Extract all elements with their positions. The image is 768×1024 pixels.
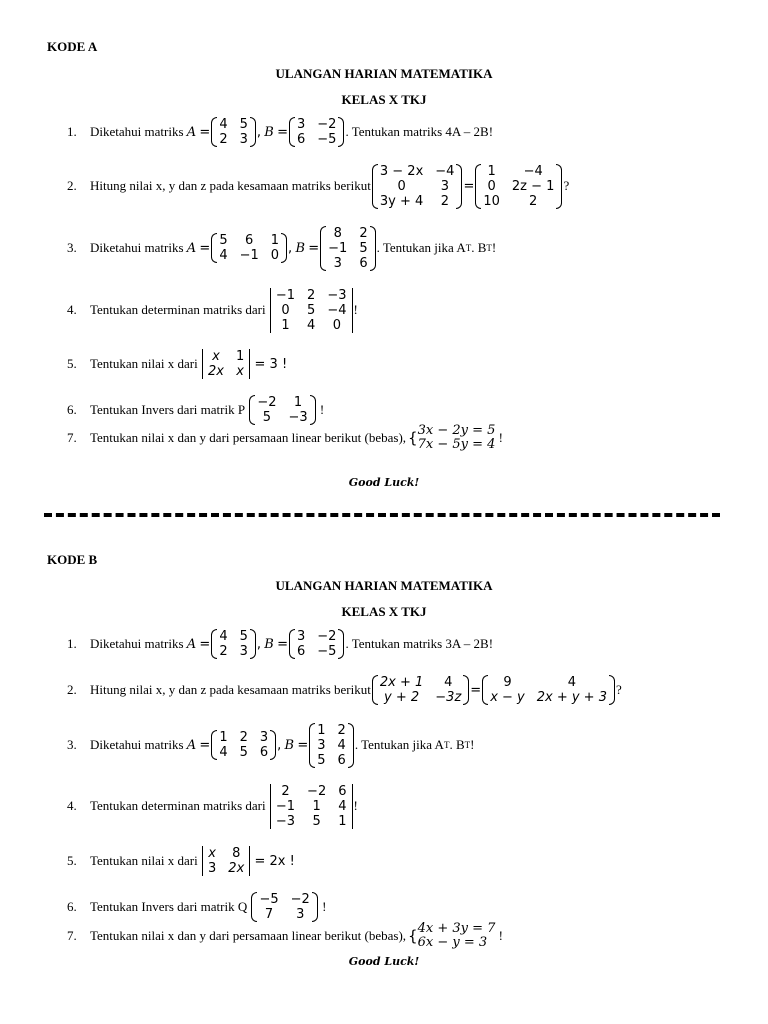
matrix-cell: 6: [259, 745, 269, 760]
matrix-cell: 2x + y + 3: [536, 690, 607, 705]
question-text: Tentukan nilai x dan y dari persamaan linear berikut (bebas),: [90, 928, 407, 943]
determinant-bar: [352, 784, 353, 829]
right-parenthesis: [250, 117, 256, 147]
matrix-cell: 4: [219, 248, 228, 263]
matrix-cell: 0: [281, 302, 290, 318]
matrix-cell: −5: [317, 644, 337, 659]
matrix-cell: −1: [328, 240, 348, 256]
question-4: [0, 280, 768, 340]
good-luck-text: Good Luck!: [348, 955, 420, 968]
matrix-cell: 5: [317, 752, 326, 768]
question-number: 1.: [67, 124, 77, 139]
question-text: . Tentukan jika A: [376, 240, 466, 255]
right-parenthesis: [250, 629, 256, 659]
matrix-cell: 5: [262, 410, 272, 425]
question-number: 7.: [67, 430, 77, 445]
question-number: 3.: [67, 240, 77, 255]
matrix-cell: 3y + 4: [379, 193, 424, 209]
matrix-cell: 3: [296, 907, 305, 922]
transpose-mark: T: [465, 243, 472, 253]
question-2: [0, 156, 768, 216]
matrix-cell: 2: [337, 722, 346, 738]
matrix-cell: 4: [337, 737, 346, 753]
determinant: [202, 846, 250, 876]
question-text: Tentukan determinan matriks dari: [90, 302, 266, 317]
question-text: Tentukan Invers dari matrik P: [90, 402, 246, 417]
determinant: [270, 288, 353, 333]
question-number: 2.: [67, 178, 77, 193]
var-a: A: [186, 124, 197, 140]
matrix-cell: 7: [264, 907, 274, 922]
matrix-cell: x: [236, 364, 244, 379]
question-text: !: [353, 798, 358, 813]
matrix-cell: 4: [219, 629, 228, 644]
matrix-cell: 0: [332, 317, 342, 333]
equals-sign: =: [199, 636, 211, 652]
comma: ,: [256, 636, 262, 652]
equals-sign: =: [199, 124, 211, 140]
var-a: A: [186, 737, 197, 753]
matrix-cell: 2z − 1: [511, 178, 555, 194]
matrix-cell: 8: [232, 846, 241, 861]
question-3: [0, 715, 768, 775]
matrix-cell: 5: [219, 233, 228, 248]
question-text: = 2x !: [254, 853, 295, 869]
var-b: B: [284, 737, 295, 753]
right-parenthesis: [270, 730, 276, 760]
question-text: Tentukan nilai x dari: [90, 853, 198, 868]
question-text: Diketahui matriks: [90, 636, 184, 651]
right-parenthesis: [338, 629, 344, 659]
question-number: 6.: [67, 899, 77, 914]
question-text: . B: [471, 240, 487, 255]
matrix-cell: 6: [296, 132, 306, 147]
class-title: KELAS X TKJ: [341, 604, 427, 619]
question-text: ?: [615, 682, 622, 697]
matrix: [211, 233, 287, 263]
matrix-cell: 3: [296, 629, 306, 644]
equation: 4x + 3y = 7: [417, 921, 496, 936]
matrix-cell: −3z: [435, 690, 462, 705]
matrix-cell: y + 2: [384, 690, 420, 705]
matrix-cell: 1: [487, 163, 496, 179]
matrix-cell: −2: [290, 892, 310, 907]
matrix-cell: 6: [338, 783, 347, 799]
question-text: !: [353, 302, 358, 317]
matrix-cell: x: [212, 349, 220, 364]
var-a: A: [186, 636, 197, 652]
matrix-cell: −1: [239, 248, 259, 263]
equation: 3x − 2y = 5: [417, 423, 496, 438]
right-parenthesis: [456, 164, 462, 209]
right-parenthesis: [281, 233, 287, 263]
brace-icon: {: [408, 429, 418, 447]
matrix: [289, 117, 344, 147]
matrix: [289, 629, 344, 659]
matrix-cell: 5: [239, 745, 248, 760]
matrix-cell: 4: [567, 675, 576, 690]
matrix-cell: 2: [219, 132, 228, 147]
determinant: [202, 349, 250, 379]
equals-sign: =: [297, 737, 309, 753]
matrix-cell: −4: [327, 302, 347, 318]
matrix-cell: 8: [333, 225, 342, 241]
matrix: [320, 226, 375, 271]
determinant-bar: [202, 349, 203, 379]
equation: 6x − y = 3: [417, 935, 488, 950]
question-number: 4.: [67, 798, 77, 813]
matrix-cell: 0: [397, 178, 406, 194]
question-text: Tentukan determinan matriks dari: [90, 798, 266, 813]
right-parenthesis: [556, 164, 562, 209]
comma: ,: [288, 240, 293, 256]
matrix-cell: 5: [239, 117, 248, 132]
matrix-cell: 1: [317, 722, 326, 738]
question-1: [0, 102, 768, 162]
question-text: Tentukan Invers dari matrik Q: [90, 899, 248, 914]
transpose-mark: T: [464, 740, 471, 750]
transpose-mark: T: [486, 243, 492, 253]
matrix-cell: 2: [239, 730, 248, 745]
matrix-cell: 1: [235, 349, 245, 364]
question-text: !: [319, 402, 325, 417]
question-text: !: [491, 240, 497, 255]
equation: 7x − 5y = 4: [417, 437, 496, 452]
matrix: [309, 723, 354, 768]
question-text: . Tentukan matriks 3A – 2B!: [345, 636, 494, 651]
determinant-bar: [270, 288, 271, 333]
matrix: [211, 730, 276, 760]
matrix-cell: 5: [312, 813, 321, 829]
question-text: . B: [449, 737, 465, 752]
determinant-bar: [249, 349, 250, 379]
question-number: 7.: [67, 928, 77, 943]
question-text: Diketahui matriks: [90, 240, 184, 255]
question-text: = 3 !: [254, 356, 288, 372]
question-number: 3.: [67, 737, 77, 752]
matrix-cell: 2: [307, 287, 316, 303]
right-parenthesis: [609, 675, 615, 705]
question-text: ?: [563, 178, 570, 193]
matrix-cell: 4: [338, 798, 347, 814]
question-text: !: [498, 430, 503, 445]
matrix: [372, 164, 463, 209]
matrix-cell: 1: [270, 233, 280, 248]
matrix-cell: 1: [312, 798, 321, 814]
good-luck-text: Good Luck!: [348, 476, 420, 489]
equals-sign: =: [277, 124, 288, 140]
right-parenthesis: [338, 117, 344, 147]
matrix-cell: 3: [333, 255, 342, 271]
matrix-cell: 3: [296, 117, 306, 132]
matrix-cell: −5: [317, 132, 337, 147]
matrix-cell: 2: [219, 644, 228, 659]
matrix-cell: 4: [219, 745, 228, 760]
question-number: 6.: [67, 402, 77, 417]
matrix-cell: 1: [293, 395, 303, 410]
matrix-cell: 1: [338, 813, 347, 829]
question-text: Diketahui matriks: [90, 124, 184, 139]
comma: ,: [256, 124, 262, 140]
matrix-cell: 6: [359, 255, 368, 271]
dashed-divider: [44, 513, 720, 517]
determinant-bar: [270, 784, 271, 829]
transpose-mark: T: [443, 740, 450, 750]
matrix-cell: 5: [239, 629, 248, 644]
matrix-cell: −3: [327, 287, 347, 303]
matrix-cell: 6: [245, 233, 254, 248]
matrix-cell: 2x: [208, 364, 224, 379]
question-number: 1.: [67, 636, 77, 651]
matrix-cell: 4: [444, 675, 453, 690]
question-text: Hitung nilai x, y dan z pada kesamaan matriks berikut: [90, 178, 371, 193]
determinant-bar: [202, 846, 203, 876]
matrix-cell: −3: [275, 813, 296, 829]
question-text: Diketahui matriks: [90, 737, 184, 752]
kode-label: KODE B: [47, 552, 98, 567]
exam-title: ULANGAN HARIAN MATEMATIKA: [275, 66, 493, 81]
matrix-cell: 0: [487, 178, 496, 194]
question-text: !: [470, 737, 475, 752]
matrix-cell: 3: [317, 737, 326, 753]
matrix-cell: 3: [259, 730, 269, 745]
right-parenthesis: [370, 226, 376, 271]
matrix: [475, 164, 562, 209]
equals-sign: =: [470, 682, 482, 698]
matrix-cell: −2: [307, 783, 327, 799]
question-number: 4.: [67, 302, 77, 317]
matrix-cell: 3 − 2x: [379, 163, 424, 179]
equals-sign: =: [277, 636, 288, 652]
matrix-cell: 3: [208, 861, 217, 876]
question-4: [0, 776, 768, 836]
matrix: [372, 675, 469, 705]
matrix: [211, 117, 256, 147]
determinant-bar: [352, 288, 353, 333]
question-number: 2.: [67, 682, 77, 697]
question-3: [0, 218, 768, 278]
matrix-cell: 0: [270, 248, 280, 263]
matrix-cell: 2: [529, 193, 538, 209]
matrix-cell: 2: [359, 225, 368, 241]
question-text: !: [498, 928, 503, 943]
question-text: . Tentukan matriks 4A – 2B!: [345, 124, 494, 139]
equals-sign: =: [463, 178, 475, 194]
equals-sign: =: [308, 240, 320, 256]
matrix-cell: x − y: [490, 690, 525, 705]
equals-sign: =: [199, 737, 211, 753]
matrix-cell: −5: [259, 892, 279, 907]
var-a: A: [186, 240, 197, 256]
matrix-cell: 1: [281, 317, 290, 333]
var-b: B: [264, 636, 274, 652]
matrix-cell: 3: [440, 178, 449, 194]
matrix: [211, 629, 256, 659]
question-2: [0, 660, 768, 720]
question-7: [0, 408, 768, 468]
var-b: B: [295, 240, 305, 256]
matrix-cell: x: [208, 846, 216, 861]
matrix-cell: −2: [257, 395, 277, 410]
question-number: 5.: [67, 853, 77, 868]
determinant-bar: [249, 846, 250, 876]
matrix-cell: 2x: [228, 861, 245, 876]
matrix-cell: −2: [317, 629, 337, 644]
matrix-cell: 5: [307, 302, 316, 318]
matrix-cell: 3: [239, 132, 248, 147]
class-title: KELAS X TKJ: [341, 92, 427, 107]
matrix-cell: 6: [337, 752, 346, 768]
matrix: [482, 675, 615, 705]
equation-system: [408, 424, 495, 452]
matrix-cell: 2x + 1: [379, 675, 424, 690]
right-parenthesis: [348, 723, 354, 768]
kode-label: KODE A: [47, 39, 98, 54]
matrix-cell: 5: [359, 240, 368, 256]
matrix-cell: 9: [503, 675, 512, 690]
matrix-cell: 6: [296, 644, 306, 659]
question-text: . Tentukan jika A: [354, 737, 444, 752]
equation-system: [408, 922, 495, 950]
comma: ,: [277, 737, 282, 753]
equals-sign: =: [199, 240, 211, 256]
question-number: 5.: [67, 356, 77, 371]
matrix-cell: −4: [523, 163, 543, 179]
matrix-cell: 4: [219, 117, 228, 132]
matrix-cell: −4: [435, 163, 455, 179]
question-text: !: [322, 899, 327, 914]
matrix-cell: −1: [275, 798, 296, 814]
brace-icon: {: [408, 927, 418, 945]
exam-title: ULANGAN HARIAN MATEMATIKA: [275, 578, 493, 593]
question-text: Tentukan nilai x dan y dari persamaan linear berikut (bebas),: [90, 430, 407, 445]
matrix-cell: −2: [317, 117, 337, 132]
right-parenthesis: [463, 675, 469, 705]
determinant: [270, 784, 353, 829]
matrix-cell: 2: [440, 193, 449, 209]
var-b: B: [264, 124, 274, 140]
matrix-cell: −3: [288, 410, 308, 425]
question-text: Tentukan nilai x dari: [90, 356, 198, 371]
matrix-cell: −1: [275, 287, 296, 303]
matrix-cell: 10: [483, 193, 500, 209]
matrix-cell: 1: [219, 730, 228, 745]
matrix-cell: 4: [307, 317, 316, 333]
matrix-cell: 3: [239, 644, 248, 659]
question-text: Hitung nilai x, y dan z pada kesamaan matriks berikut: [90, 682, 371, 697]
matrix-cell: 2: [281, 783, 290, 799]
